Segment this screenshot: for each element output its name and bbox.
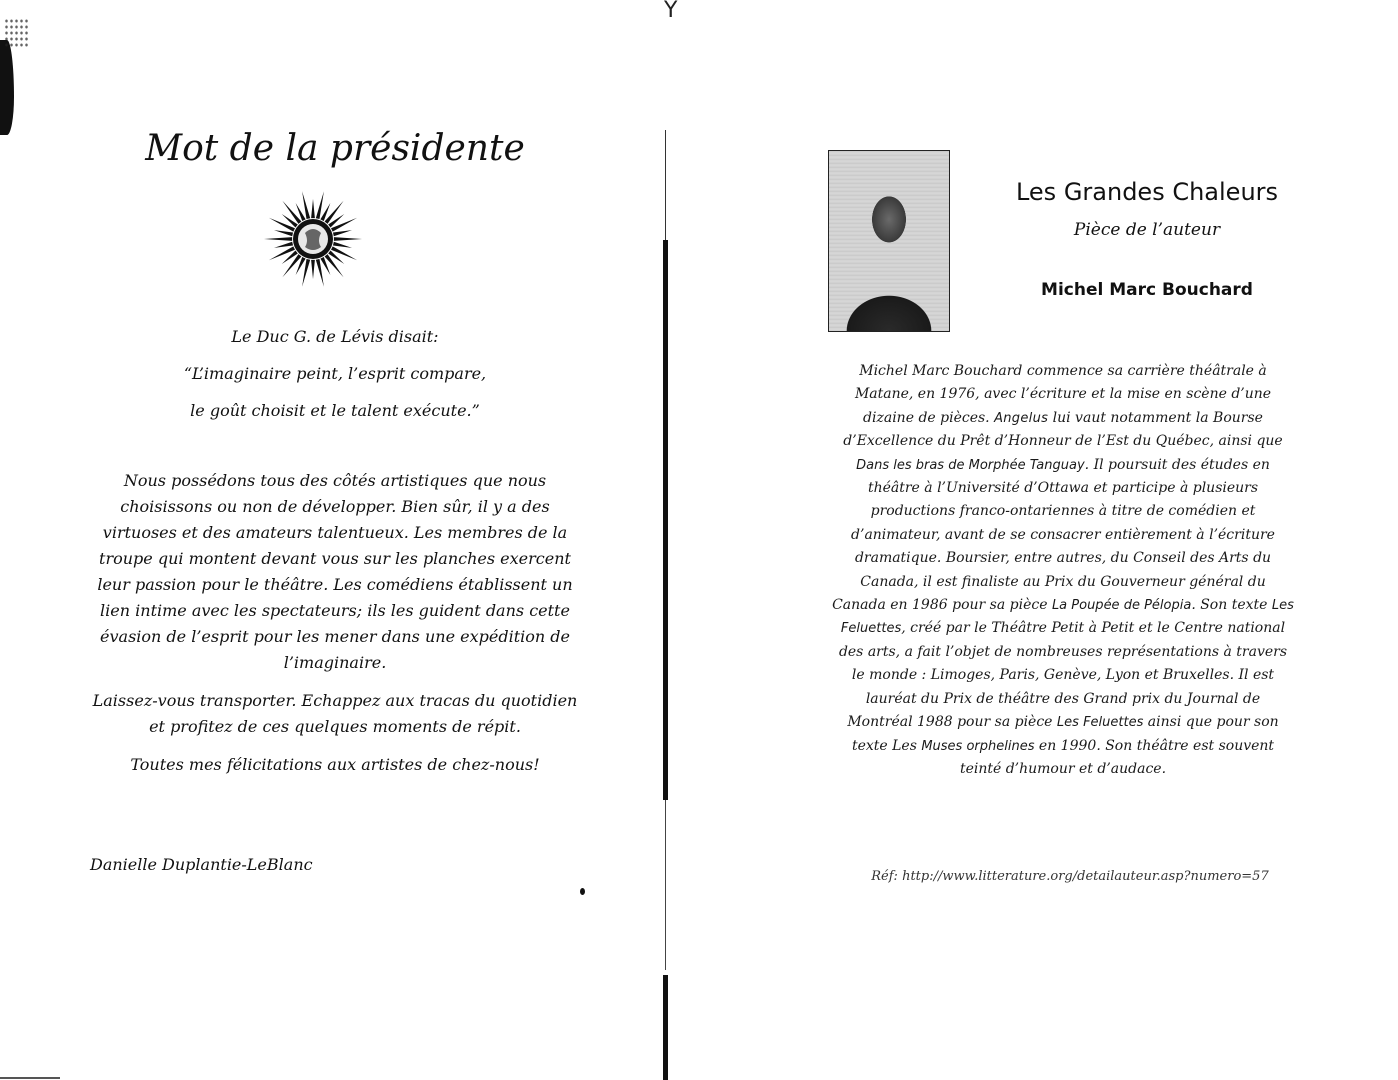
quote-intro: Le Duc G. de Lévis disait:	[231, 327, 439, 346]
sun-icon	[263, 189, 363, 289]
bio-text: ainsi que pour son texte Les	[851, 714, 1279, 754]
sun-ray	[282, 201, 301, 224]
quote-line: le goût choisit et le talent exécute.”	[190, 401, 480, 420]
sun-ray	[274, 230, 293, 236]
sun-ray	[331, 218, 357, 232]
play-subtitle: Pièce de l’auteur	[1073, 220, 1221, 240]
message-paragraph: Toutes mes félicitations aux artistes de chez-nous!	[130, 755, 540, 774]
sun-ray	[302, 191, 310, 219]
bio-work-title: La Poupée de Pélopia	[1051, 598, 1192, 614]
bio-work-title: Angelus	[994, 410, 1049, 426]
right-page	[672, 0, 1398, 1080]
sun-ray	[264, 237, 292, 241]
sun-ray	[311, 199, 315, 218]
bio-text: Michel Marc Bouchard commence sa carrière théâtrale à Matane, en 1976, avec l’écriture et la mise en scène d’une dizaine de pièces.	[854, 363, 1272, 426]
sun-ray	[269, 218, 295, 232]
sun-ray	[325, 254, 344, 277]
author-bio	[832, 360, 1294, 781]
play-title: Les Grandes Chaleurs	[1015, 178, 1279, 206]
sun-ray	[333, 230, 352, 236]
sun-ray	[325, 201, 344, 224]
sun-ray	[316, 191, 324, 219]
sun-ray	[333, 242, 352, 248]
bio-work-title: Les Feluettes	[840, 598, 1294, 637]
page-spine	[662, 0, 670, 1080]
sun-ray	[316, 259, 324, 287]
left-page	[0, 0, 662, 1080]
sun-ray	[311, 260, 315, 279]
spine-mark: Y	[664, 0, 678, 23]
bio-text: . Il poursuit des études en théâtre à l’Université d’Ottawa et participe à plusieurs productions franco-ontariennes à titre de comédien et d’animateur, avant de se consacrer entièrement à l’écriture dramatique. Boursier, entre autres, du Conseil des Arts du Canada, il est finaliste au Prix du Gouverneur général du Canada en 1986 pour sa pièce	[832, 456, 1275, 614]
reference-link[interactable]: Réf: http://www.litterature.org/detailauteur.asp?numero=57	[871, 869, 1269, 884]
quote-line: “L’imaginaire peint, l’esprit compare,	[183, 364, 487, 383]
bio-work-title: Muses orphelines	[921, 738, 1035, 754]
signature: Danielle Duplantie-LeBlanc	[90, 855, 313, 874]
author-name: Michel Marc Bouchard	[1041, 280, 1253, 300]
sun-ray	[282, 254, 301, 277]
page-title: Mot de la présidente	[145, 128, 525, 169]
president-message	[90, 468, 580, 790]
sun-ray	[302, 259, 310, 287]
bio-work-title: Dans les bras de Morphée Tanguay	[856, 457, 1085, 473]
message-paragraph: Nous possédons tous des côtés artistiques que nous choisissons ou non de développer. Bien sûr, il y a des virtuoses et des amateurs talentueux. Les membres de la troupe qui montent devant vous sur les planches exercent leur passion pour le théâtre. Les comédiens établissent un lien intime avec les spectateurs; ils les guident dans cette évasion de l’esprit pour les mener dans une expédition de l’imaginaire.	[97, 471, 573, 672]
quote-block	[90, 318, 580, 429]
sun-ray	[274, 242, 293, 248]
sun-ray	[334, 237, 362, 241]
author-photo	[828, 150, 950, 332]
bio-text: . Son texte	[1191, 597, 1272, 614]
sun-ray	[331, 246, 357, 260]
bio-text: lui vaut notamment la Bourse d’Excellence du Prêt d’Honneur de l’Est du Québec, ainsi que	[843, 409, 1283, 450]
bio-text: , créé par le Théâtre Petit à Petit et le Centre national des arts, a fait l’objet de nombreuses représentations à travers le monde : Limoges, Paris, Genève, Lyon et Bruxelles. Il est lauréat du Prix de théâtre des Grand prix du Journal de Montréal 1988 pour sa pièce	[838, 620, 1288, 731]
sun-ray	[269, 246, 295, 260]
message-paragraph: Laissez-vous transporter. Echappez aux tracas du quotidien et profitez de ces quelques moments de répit.	[92, 691, 578, 736]
bio-text: en 1990. Son théâtre est souvent teinté d’humour et d’audace.	[959, 737, 1275, 777]
bio-work-title: Les Feluettes	[1056, 715, 1144, 731]
